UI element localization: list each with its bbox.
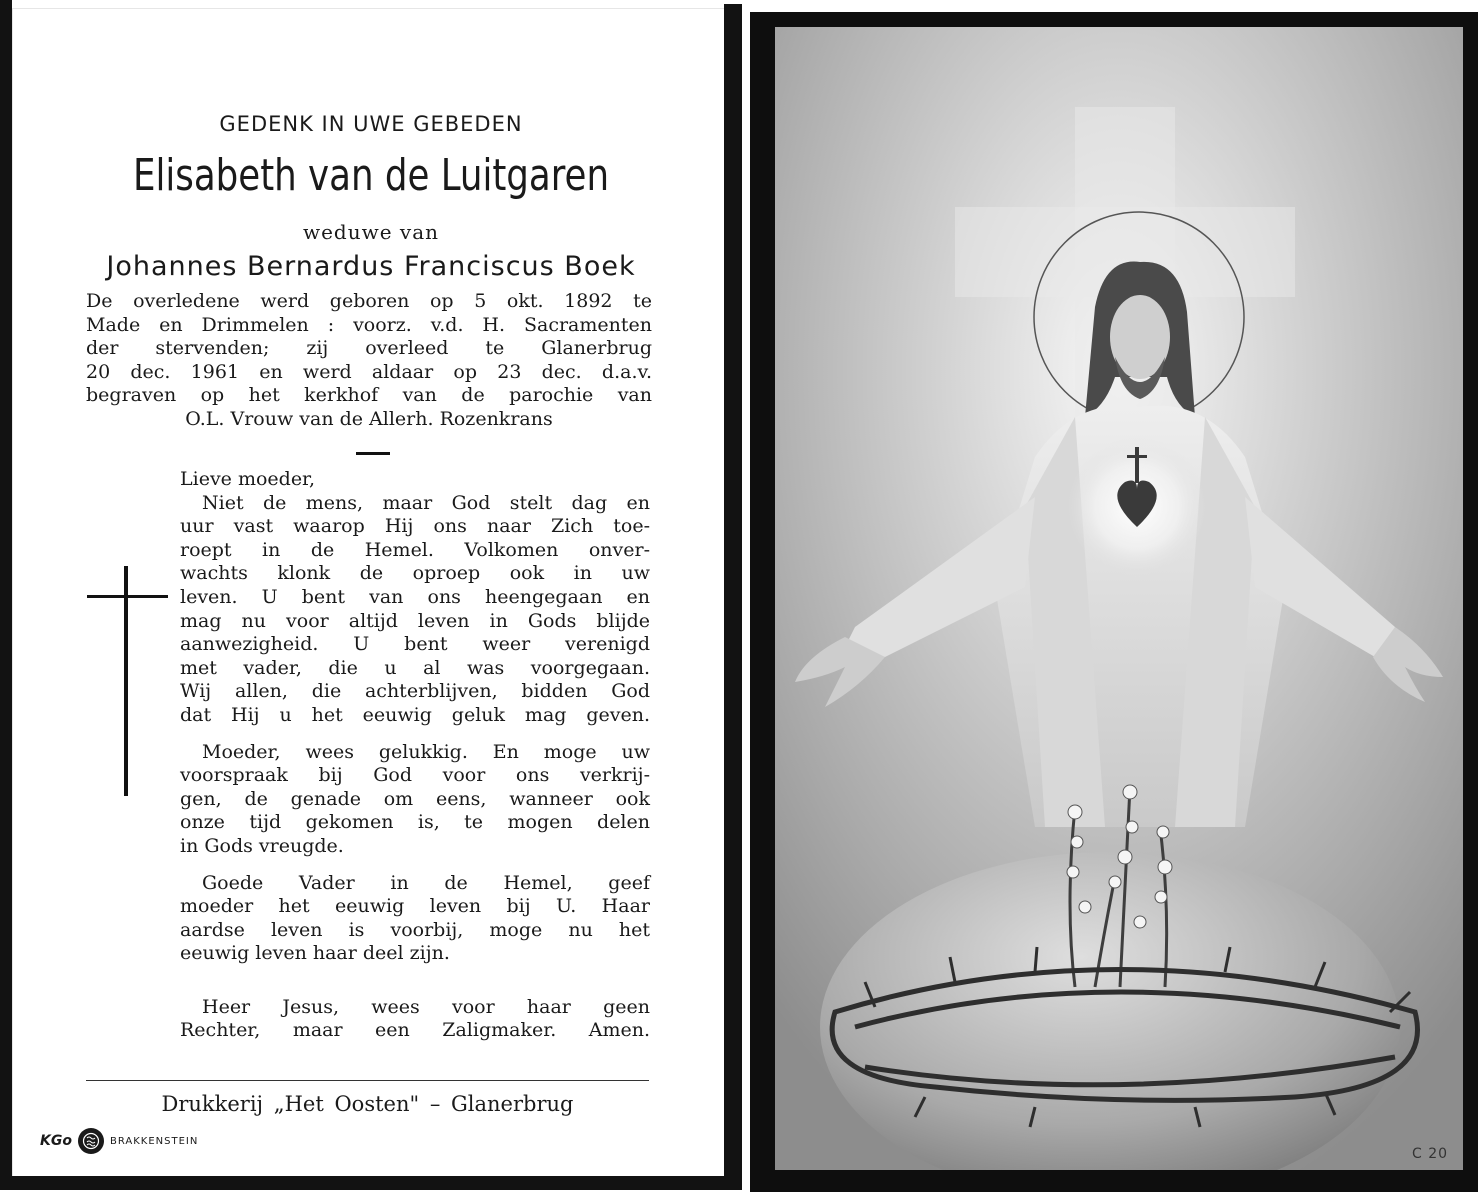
prayer-line: aanwezigheid. U bent weer verenigd: [180, 633, 650, 656]
sacred-heart-image: [775, 27, 1463, 1170]
prayer-line: leven. U bent van ons heengegaan en: [180, 585, 650, 608]
prayer-line: uur vast waarop Hij ons naar Zich toe-: [180, 515, 650, 538]
bio-line: O.L. Vrouw van de Allerh. Rozenkrans: [185, 407, 553, 430]
prayer-line: met vader, die u al was voorgegaan.: [180, 656, 650, 679]
prayer-line: onze tijd gekomen is, te mogen delen: [180, 811, 650, 834]
card-border-bottom: [0, 1176, 742, 1190]
cross-horizontal: [87, 595, 168, 598]
card-code: C 20: [1412, 1146, 1449, 1162]
bio-line: 20 dec. 1961 en werd aldaar op 23 dec. d.a.v.: [86, 360, 652, 383]
prayer-line: roept in de Hemel. Volkomen onver-: [180, 538, 650, 561]
prayer-line: Wij allen, die achterblijven, bidden God: [180, 680, 650, 703]
cross-vertical: [124, 566, 128, 796]
prayer-line: moeder het eeuwig leven bij U. Haar: [180, 895, 650, 918]
prayer-line: Goede Vader in de Hemel, geef: [202, 871, 650, 894]
biography-block: [86, 290, 652, 432]
kgo-logo: KGo: [40, 1133, 72, 1149]
seal-logo-icon: [78, 1128, 104, 1154]
deceased-name: Elisabeth van de Luitgaren: [132, 150, 610, 201]
prayer-line: dat Hij u het eeuwig geluk mag geven.: [180, 703, 650, 726]
prayer-line: Niet de mens, maar God stelt dag en: [202, 491, 650, 514]
prayer-text: [180, 468, 650, 1043]
bio-line: begraven op het kerkhof van de parochie van: [86, 384, 652, 407]
prayer-line: wachts klonk de oproep ook in uw: [180, 562, 650, 585]
prayer-line: gen, de genade om eens, wanneer ook: [180, 787, 650, 810]
prayer-line: Rechter, maar een Zaligmaker. Amen.: [180, 1019, 650, 1042]
prayer-line: eeuwig leven haar deel zijn.: [180, 942, 450, 965]
remember-heading: GEDENK IN UWE GEBEDEN: [219, 112, 523, 136]
prayer-line: voorspraak bij God voor ons verkrij-: [180, 764, 650, 787]
card-border-left: [0, 0, 12, 1190]
bio-line: De overledene werd geboren op 5 okt. 1892 te: [86, 290, 652, 312]
prayer-line: Heer Jesus, wees voor haar geen: [202, 995, 650, 1018]
prayer-line: aardse leven is voorbij, moge nu het: [180, 918, 650, 941]
widow-of-label: weduwe van: [302, 220, 440, 244]
divider-short: [356, 452, 390, 455]
prayer-line: Moeder, wees gelukkig. En moge uw: [202, 740, 650, 763]
husband-name: Johannes Bernardus Franciscus Boek: [106, 251, 636, 282]
printer-credit: Drukkerij „Het Oosten" – Glanerbrug: [161, 1092, 574, 1116]
divider-bottom: [86, 1080, 649, 1081]
prayer-line: in Gods vreugde.: [180, 834, 344, 857]
prayer-line: mag nu voor altijd leven in Gods blijde: [180, 609, 650, 632]
card-border-right: [724, 4, 742, 1190]
salutation: Lieve moeder,: [180, 468, 316, 490]
memorial-card-text-side: [0, 0, 742, 1190]
publisher-logos: [40, 1126, 198, 1156]
bio-line: der stervenden; zij overleed te Glanerbrug: [86, 337, 652, 360]
brakkenstein-label: BRAKKENSTEIN: [109, 1135, 199, 1147]
bio-line: Made en Drimmelen : voorz. v.d. H. Sacramenten: [86, 313, 652, 336]
